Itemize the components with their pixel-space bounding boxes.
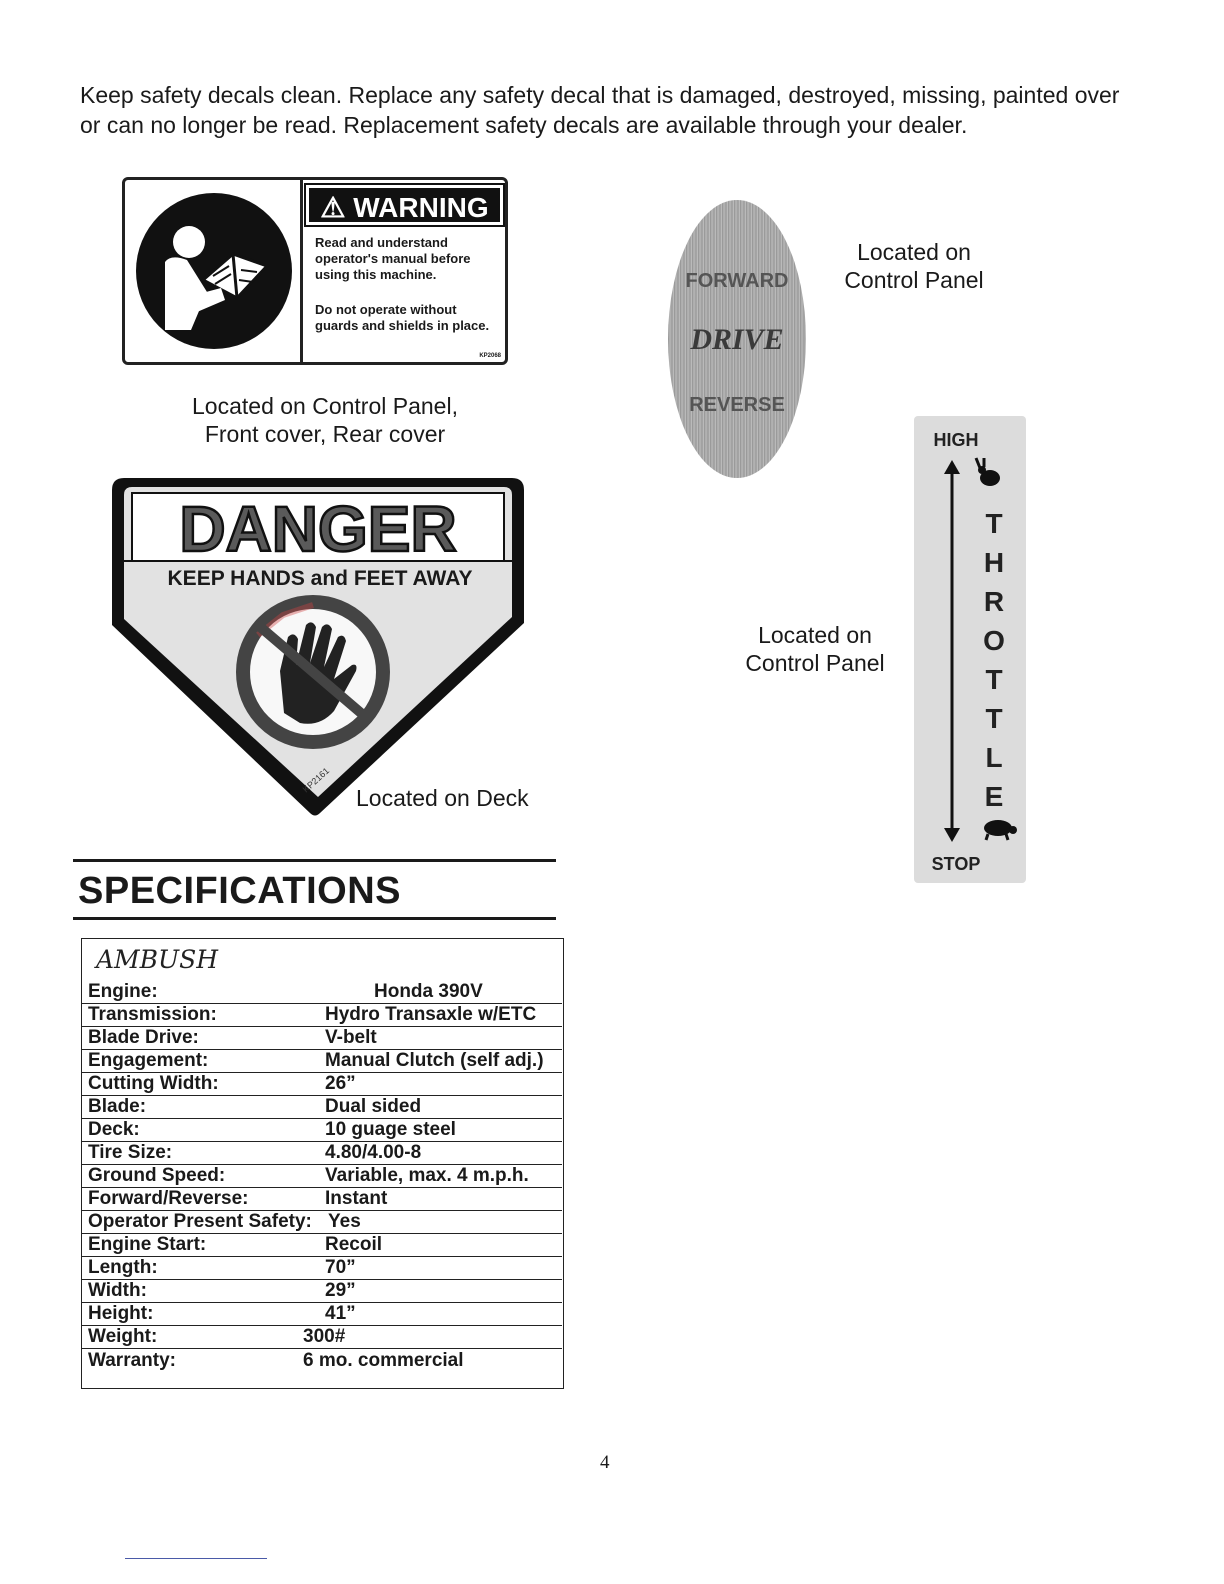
throttle-letters — [976, 504, 1012, 816]
table-row — [82, 981, 562, 1004]
rabbit-icon — [976, 458, 1000, 486]
danger-decal-code: KP2161 — [300, 765, 332, 795]
table-row — [82, 1096, 562, 1119]
table-row — [82, 1326, 562, 1349]
table-row — [82, 1050, 562, 1073]
table-row — [82, 1073, 562, 1096]
spec-label: Length: — [88, 1257, 158, 1278]
drive-decal-caption — [834, 238, 994, 294]
throttle-letter: T — [985, 664, 1003, 695]
spec-label: Engagement: — [88, 1050, 209, 1071]
throttle-caption-line-1: Located on — [758, 622, 872, 648]
warning-caption-line-1: Located on Control Panel, — [192, 393, 458, 419]
spec-label: Forward/Reverse: — [88, 1188, 249, 1209]
throttle-stop-label: STOP — [931, 854, 981, 874]
spec-value: V-belt — [325, 1027, 377, 1048]
spec-label: Blade: — [88, 1096, 147, 1117]
spec-label: Warranty: — [88, 1350, 176, 1371]
spec-value: Dual sided — [325, 1096, 422, 1117]
spec-value: Recoil — [325, 1234, 383, 1255]
warning-decal — [122, 177, 508, 365]
danger-header: DANGER — [179, 493, 457, 565]
spec-bottom-rule — [73, 917, 556, 920]
specifications-title: SPECIFICATIONS — [78, 870, 401, 912]
spec-label: Engine: — [88, 981, 158, 1002]
spec-value: 6 mo. commercial — [303, 1350, 464, 1371]
spec-label: Weight: — [88, 1326, 158, 1347]
spec-value: 41” — [325, 1303, 356, 1324]
spec-value: Yes — [328, 1211, 361, 1232]
table-row — [82, 1188, 562, 1211]
warning-message-2: Do not operate without guards and shields in place. — [315, 302, 490, 333]
turtle-icon — [984, 820, 1017, 840]
spec-label: Height: — [88, 1303, 154, 1324]
drive-reverse-label: REVERSE — [689, 394, 785, 416]
warning-caption-line-2: Front cover, Rear cover — [204, 421, 446, 447]
warning-decal-code: KP2068 — [479, 353, 501, 359]
throttle-caption-line-2: Control Panel — [745, 650, 885, 676]
warning-message-1: Read and understand operator's manual before using this machine. — [315, 235, 471, 282]
danger-decal — [108, 475, 528, 820]
throttle-high-label: HIGH — [933, 430, 979, 450]
spec-label: Operator Present Safety: — [88, 1211, 312, 1232]
table-row — [82, 1280, 562, 1303]
spec-label: Engine Start: — [88, 1234, 207, 1255]
throttle-letter: T — [985, 703, 1003, 734]
spec-value: 10 guage steel — [325, 1119, 456, 1140]
no-hands-icon — [243, 602, 383, 742]
spec-label: Ground Speed: — [88, 1165, 226, 1186]
specifications-table — [81, 938, 564, 1389]
warning-header-text: WARNING — [353, 192, 489, 223]
table-row — [82, 1004, 562, 1027]
page-number: 4 — [600, 1452, 610, 1473]
throttle-letter: L — [985, 742, 1003, 773]
spec-value: Variable, max. 4 m.p.h. — [325, 1165, 529, 1186]
drive-caption-line-1: Located on — [857, 239, 971, 265]
warning-decal-caption — [160, 392, 490, 448]
drive-decal — [668, 200, 806, 478]
table-row — [82, 1119, 562, 1142]
table-row — [82, 1211, 562, 1234]
spec-label: Cutting Width: — [88, 1073, 219, 1094]
spec-value: 70” — [325, 1257, 356, 1278]
spec-value: Manual Clutch (self adj.) — [325, 1050, 544, 1071]
table-row — [82, 1350, 562, 1373]
table-row — [82, 1165, 562, 1188]
table-row — [82, 1257, 562, 1280]
throttle-arrow-icon — [944, 460, 960, 842]
table-row — [82, 1234, 562, 1257]
spec-label: Blade Drive: — [88, 1027, 199, 1048]
spec-top-rule — [73, 859, 556, 862]
bottom-divider — [125, 1558, 267, 1559]
spec-label: Deck: — [88, 1119, 140, 1140]
danger-subheader: KEEP HANDS and FEET AWAY — [167, 567, 473, 590]
brand-name: AMBUSH — [96, 945, 219, 974]
spec-value: Instant — [325, 1188, 388, 1209]
throttle-letter: E — [984, 781, 1004, 812]
throttle-decal — [914, 416, 1026, 883]
spec-value: Honda 390V — [374, 981, 483, 1002]
spec-value: 300# — [303, 1326, 346, 1347]
drive-label: DRIVE — [690, 323, 784, 356]
table-row — [82, 1027, 562, 1050]
throttle-letter: O — [983, 625, 1005, 656]
table-row — [82, 1303, 562, 1326]
throttle-letter: H — [983, 547, 1005, 578]
throttle-letter: T — [985, 508, 1003, 539]
spec-value: 26” — [325, 1073, 356, 1094]
throttle-letter: R — [983, 586, 1005, 617]
spec-label: Transmission: — [88, 1004, 217, 1025]
spec-label: Tire Size: — [88, 1142, 173, 1163]
spec-label: Width: — [88, 1280, 147, 1301]
drive-caption-line-2: Control Panel — [844, 267, 984, 293]
read-manual-icon — [125, 180, 303, 362]
intro-paragraph: Keep safety decals clean. Replace any safety decal that is damaged, destroyed, missing, painted over or can no longer be read. Replacement safety decals are available through your dealer. — [80, 82, 1120, 138]
danger-decal-caption: Located on Deck — [356, 785, 529, 811]
spec-value: Hydro Transaxle w/ETC — [325, 1004, 537, 1025]
drive-forward-label: FORWARD — [685, 270, 789, 292]
warning-triangle-icon: ⚠ — [320, 192, 346, 223]
table-row — [82, 1142, 562, 1165]
spec-value: 29” — [325, 1280, 356, 1301]
spec-value: 4.80/4.00-8 — [325, 1142, 422, 1163]
throttle-decal-caption — [734, 621, 896, 677]
warning-header — [306, 185, 503, 225]
